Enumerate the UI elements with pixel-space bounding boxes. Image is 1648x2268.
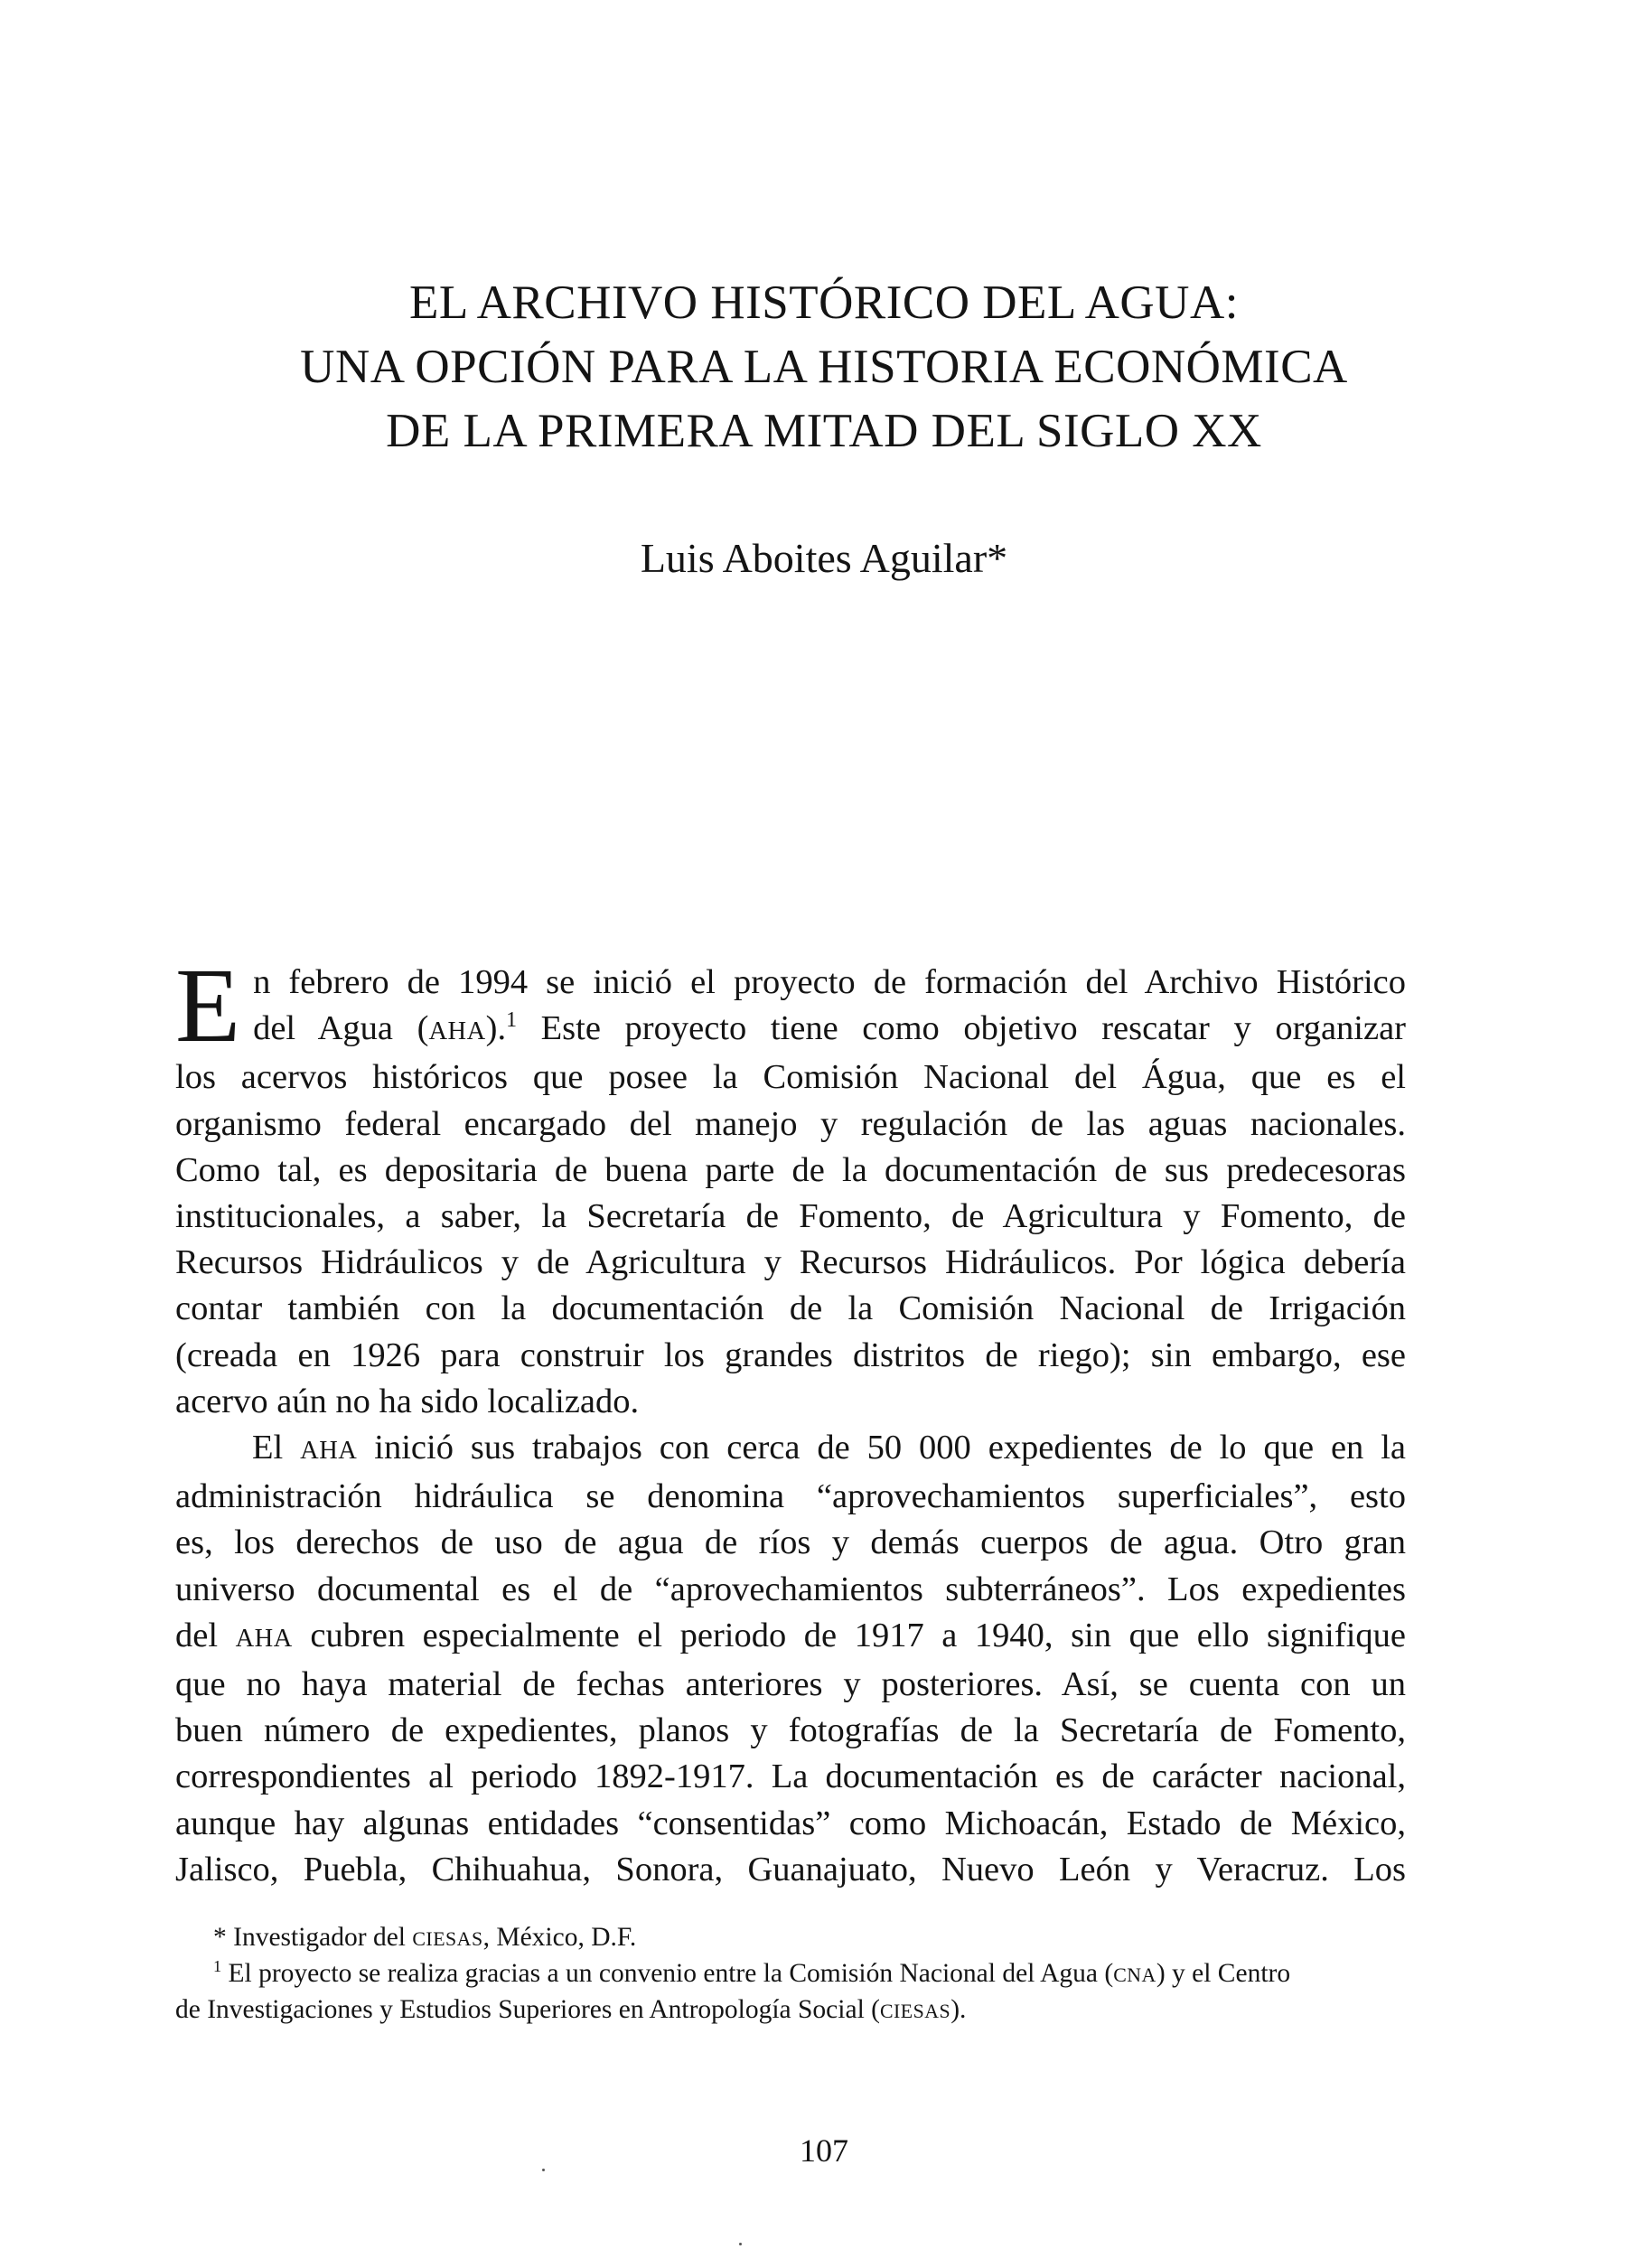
text-line: n febrero de 1994 se inició el proyecto de formación del Archivo Histórico bbox=[253, 963, 1406, 1001]
text-line bbox=[175, 1613, 1406, 1662]
footnote-mark-1: 1 bbox=[213, 1957, 222, 1976]
scan-speck bbox=[542, 2169, 545, 2171]
text-segment: de Investigaciones y Estudios Superiores en Antropología Social ( bbox=[175, 1995, 880, 2024]
text-line: (creada en 1926 para construir los grandes distritos de riego); sin embargo, ese bbox=[175, 1335, 1406, 1374]
text-segment bbox=[137, 1992, 966, 2029]
text-segment: ) y el Centro bbox=[1156, 1959, 1291, 1988]
text-line: Jalisco, Puebla, Chihuahua, Sonora, Guanajuato, Nuevo León y Veracruz. Los bbox=[175, 1850, 1406, 1888]
footnote-1 bbox=[175, 1956, 1406, 2029]
title-line-2: UNA OPCIÓN PARA LA HISTORIA ECONÓMICA bbox=[300, 341, 1348, 393]
abbreviation-ciesas: CIESAS bbox=[879, 2001, 951, 2022]
footnote-ref-1: 1 bbox=[506, 1008, 518, 1033]
text-segment: ). bbox=[950, 1995, 967, 2024]
article-title bbox=[192, 271, 1456, 464]
text-line: Recursos Hidráulicos y de Agricultura y Recursos Hidráulicos. Por lógica debería bbox=[175, 1243, 1406, 1282]
text-line bbox=[175, 1006, 1406, 1054]
text-line bbox=[175, 1425, 1406, 1474]
text-line: aunque hay algunas entidades “consentidas” como Michoacán, Estado de México, bbox=[175, 1804, 1406, 1842]
text-segment: del bbox=[175, 1616, 236, 1654]
text-line: correspondientes al periodo 1892-1917. La documentación es de carácter nacional, bbox=[175, 1757, 1406, 1796]
text-line: Como tal, es depositaria de buena parte de la documentación de sus predecesoras bbox=[175, 1150, 1406, 1189]
text-line: acervo aún no ha sido localizado. bbox=[175, 1382, 640, 1420]
title-line-1: EL ARCHIVO HISTÓRICO DEL AGUA: bbox=[409, 276, 1239, 329]
abbreviation-aha: AHA bbox=[428, 1017, 486, 1046]
abbreviation-aha: AHA bbox=[235, 1624, 293, 1653]
text-line: que no haya material de fechas anteriores y posteriores. Así, se cuenta con un bbox=[175, 1665, 1406, 1704]
footnote-author bbox=[175, 1920, 1406, 1956]
text-line: organismo federal encargado del manejo y regulación de las aguas nacionales. bbox=[175, 1104, 1406, 1143]
title-line-3: DE LA PRIMERA MITAD DEL SIGLO XX bbox=[386, 405, 1262, 457]
abbreviation-ciesas: CIESAS bbox=[412, 1928, 483, 1950]
paragraph-1 bbox=[175, 946, 1406, 1425]
footnotes bbox=[175, 1920, 1406, 2029]
text-segment: Este proyecto tiene como objetivo rescatar y organizar bbox=[517, 1009, 1406, 1048]
text-line: es, los derechos de uso de agua de ríos y demás cuerpos de agua. Otro gran bbox=[175, 1523, 1406, 1562]
drop-cap: E bbox=[175, 946, 241, 1064]
abbreviation-aha: AHA bbox=[300, 1437, 358, 1466]
article-body bbox=[175, 946, 1407, 1893]
text-line: administración hidráulica se denomina “aprovechamientos superficiales”, esto bbox=[175, 1477, 1406, 1516]
text-segment: del Agua ( bbox=[253, 1009, 429, 1048]
text-line: buen número de expedientes, planos y fotografías de la Secretaría de Fomento, bbox=[175, 1711, 1406, 1750]
author-name: Luis Aboites Aguilar* bbox=[640, 535, 1008, 581]
text-segment: , México, D.F. bbox=[482, 1923, 637, 1952]
text-segment: * Investigador del bbox=[213, 1923, 413, 1952]
text-line: institucionales, a saber, la Secretaría de Fomento, de Agricultura y Fomento, de bbox=[175, 1197, 1406, 1236]
text-segment: cubren especialmente el periodo de 1917 a 1940, sin que ello signifique bbox=[292, 1616, 1406, 1654]
text-line: los acervos históricos que posee la Comisión Nacional del Água, que es el bbox=[175, 1058, 1406, 1097]
text-segment: El proyecto se realiza gracias a un convenio entre la Comisión Nacional del Agua ( bbox=[221, 1959, 1114, 1988]
text-line: universo documental es el de “aprovechamientos subterráneos”. Los expedientes bbox=[175, 1570, 1406, 1608]
text-line: contar también con la documentación de la Comisión Nacional de Irrigación bbox=[175, 1289, 1406, 1328]
text-segment: inició sus trabajos con cerca de 50 000 expedientes de lo que en la bbox=[357, 1429, 1407, 1467]
text-segment: El bbox=[252, 1429, 301, 1467]
scan-speck bbox=[739, 2243, 742, 2245]
paragraph-2 bbox=[175, 1425, 1406, 1893]
abbreviation-cna: CNA bbox=[1113, 1964, 1156, 1986]
page-number: 107 bbox=[800, 2132, 848, 2169]
text-segment: ). bbox=[485, 1009, 507, 1048]
